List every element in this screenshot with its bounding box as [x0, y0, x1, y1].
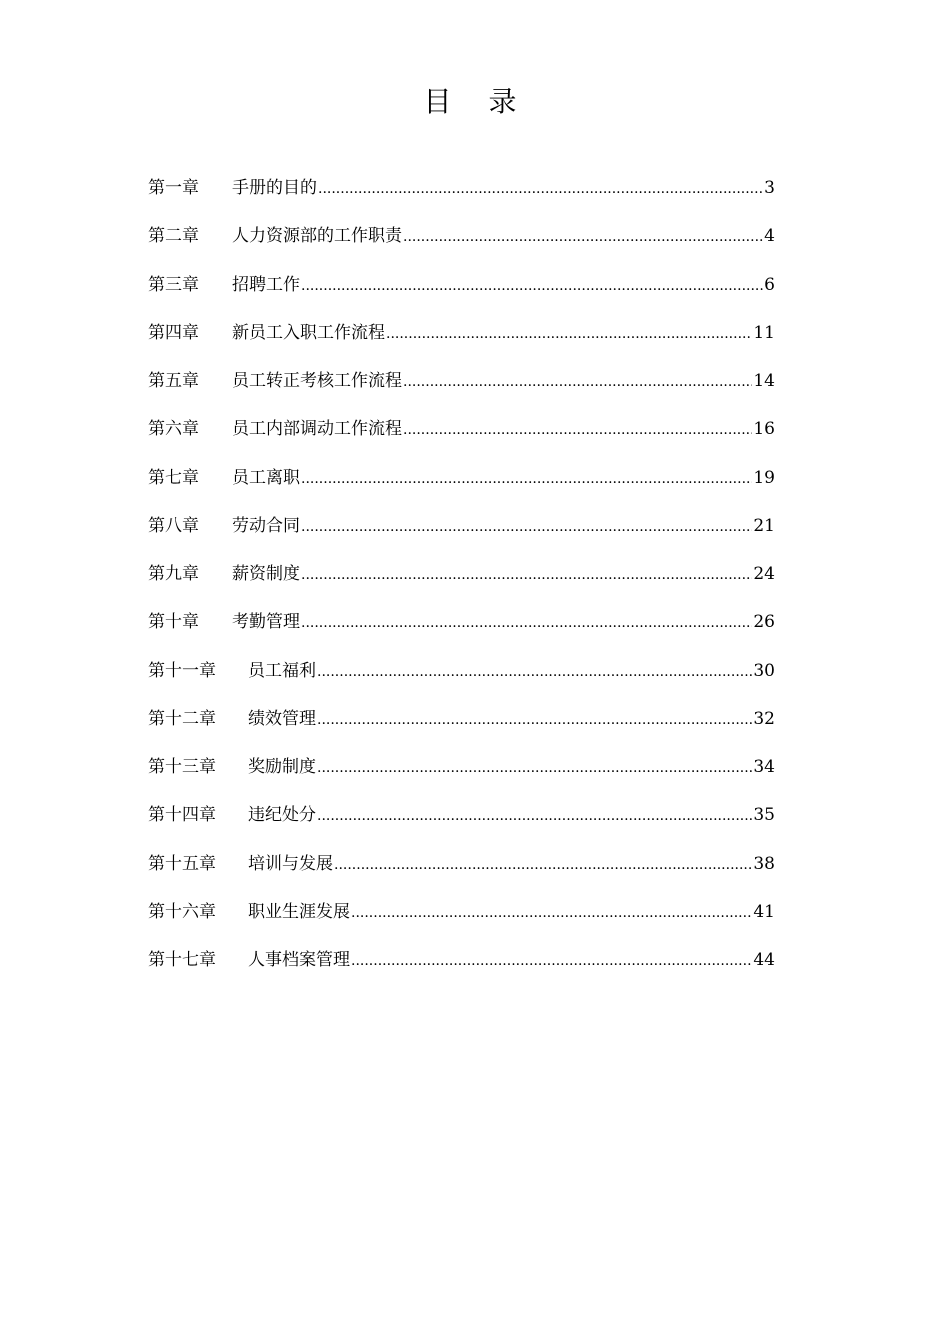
toc-dot-leader — [301, 611, 752, 635]
toc-page-number: 24 — [753, 564, 775, 584]
toc-entry-title: 劳动合同 — [232, 515, 300, 536]
toc-dot-leader — [301, 467, 752, 491]
toc-entry-title: 培训与发展 — [248, 853, 333, 874]
toc-chapter-number: 第一章 — [148, 178, 199, 198]
toc-dot-leader — [317, 804, 752, 828]
toc-dot-leader — [317, 708, 752, 732]
toc-chapter-number: 第十六章 — [148, 901, 216, 922]
toc-entry-title: 员工转正考核工作流程 — [232, 371, 402, 391]
toc-chapter-number: 第四章 — [148, 322, 199, 343]
toc-dot-leader — [301, 563, 752, 587]
toc-chapter-number: 第十三章 — [148, 757, 216, 777]
toc-page-number: 16 — [753, 419, 775, 440]
toc-page-number: 26 — [753, 612, 775, 633]
toc-entry-title: 职业生涯发展 — [248, 901, 350, 922]
toc-page-number: 3 — [764, 178, 775, 198]
toc-entry-title: 人事档案管理 — [248, 950, 350, 970]
toc-entry-title: 手册的目的 — [232, 178, 317, 198]
toc-page-number: 38 — [753, 853, 775, 874]
toc-chapter-number: 第十五章 — [148, 853, 216, 874]
toc-chapter-number: 第十四章 — [148, 805, 216, 826]
toc-page-number: 32 — [753, 708, 775, 729]
toc-chapter-number: 第六章 — [148, 419, 199, 440]
toc-entry-title: 新员工入职工作流程 — [232, 322, 385, 343]
toc-page-number: 19 — [753, 467, 775, 488]
toc-entry[interactable] — [148, 273, 775, 321]
toc-page-number: 34 — [753, 757, 775, 777]
toc-title: 目 录 — [423, 85, 531, 118]
toc-entry-title: 员工离职 — [232, 467, 300, 488]
toc-chapter-number: 第十二章 — [148, 708, 216, 729]
toc-page-number: 44 — [753, 950, 775, 970]
toc-page-number: 35 — [753, 805, 775, 826]
toc-entry[interactable] — [148, 610, 775, 658]
toc-entry[interactable] — [148, 707, 775, 755]
toc-chapter-number: 第五章 — [148, 371, 199, 391]
toc-chapter-number: 第八章 — [148, 515, 199, 536]
toc-dot-leader — [317, 660, 752, 684]
toc-entry[interactable] — [148, 176, 775, 224]
toc-dot-leader — [403, 370, 752, 394]
toc-entry[interactable] — [148, 900, 775, 948]
toc-dot-leader — [351, 949, 752, 973]
toc-entry[interactable] — [148, 755, 775, 803]
toc-page-number: 6 — [764, 274, 775, 295]
toc-dot-leader — [351, 901, 752, 925]
toc-entry[interactable] — [148, 224, 775, 272]
toc-chapter-number: 第九章 — [148, 564, 199, 584]
toc-dot-leader — [301, 515, 752, 539]
toc-entry[interactable] — [148, 948, 775, 996]
toc-chapter-number: 第十七章 — [148, 950, 216, 970]
toc-entry[interactable] — [148, 514, 775, 562]
toc-entry[interactable] — [148, 369, 775, 417]
toc-page-number: 21 — [753, 515, 775, 536]
toc-dot-leader — [318, 177, 763, 201]
toc-entry-title: 违纪处分 — [248, 805, 316, 826]
toc-dot-leader — [403, 225, 763, 249]
toc-chapter-number: 第二章 — [148, 226, 199, 247]
toc-entry[interactable] — [148, 321, 775, 369]
toc-entry-title: 奖励制度 — [248, 757, 316, 777]
toc-entry-title: 薪资制度 — [232, 564, 300, 584]
toc-page-number: 4 — [764, 226, 775, 247]
toc-dot-leader — [334, 853, 752, 877]
toc-dot-leader — [386, 322, 752, 346]
toc-entry[interactable] — [148, 852, 775, 900]
toc-entry[interactable] — [148, 659, 775, 707]
toc-chapter-number: 第三章 — [148, 274, 199, 295]
toc-page-number: 41 — [753, 901, 775, 922]
toc-page-number: 11 — [753, 322, 775, 343]
toc-entry[interactable] — [148, 417, 775, 465]
toc-entry-title: 员工内部调动工作流程 — [232, 419, 402, 440]
toc-dot-leader — [317, 756, 752, 780]
toc-entry-title: 人力资源部的工作职责 — [232, 226, 402, 247]
toc-chapter-number: 第十章 — [148, 612, 199, 633]
toc-entry[interactable] — [148, 803, 775, 851]
toc-list — [148, 176, 775, 996]
toc-dot-leader — [403, 418, 752, 442]
toc-page-number: 30 — [753, 660, 775, 681]
toc-entry-title: 考勤管理 — [232, 612, 300, 633]
toc-chapter-number: 第七章 — [148, 467, 199, 488]
toc-dot-leader — [301, 274, 763, 298]
toc-entry-title: 招聘工作 — [232, 274, 300, 295]
toc-entry-title: 员工福利 — [248, 660, 316, 681]
toc-entry-title: 绩效管理 — [248, 708, 316, 729]
toc-entry[interactable] — [148, 562, 775, 610]
toc-page-number: 14 — [753, 371, 775, 391]
toc-entry[interactable] — [148, 466, 775, 514]
toc-chapter-number: 第十一章 — [148, 660, 216, 681]
